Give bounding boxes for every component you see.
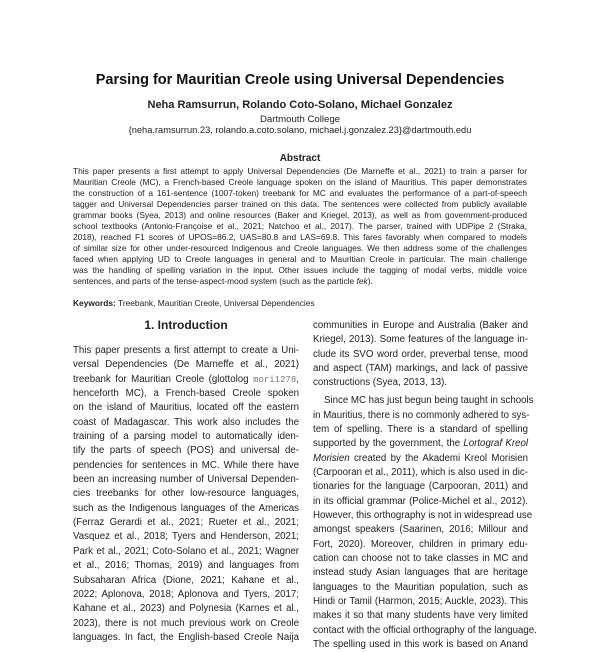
keywords-label: Keywords: [73,298,116,308]
text-line: faced when applying UD to Creole languages in general and to Mauritian Creole in particular. The main challenge [73,254,527,264]
text-line: instead study Asian languages that are heritage [313,567,528,579]
text-line: pendencies for sentences in MC. While there have [73,459,299,471]
text-line: been an increasing number of Universal Dependen- [73,474,299,486]
text-line: (Carpooran et al., 2011), which is also used in dic- [313,466,528,478]
text-line: Kriegel, 2013). Some features of the language in- [313,334,528,346]
text-line: Park et al., 2021; Coto-Solano et al., 2021; Wagner [73,545,299,557]
text-line: cies treebanks for other low-resource languages, [73,488,299,500]
text-line: grammar books (Syea, 2013) and online resources (Baker and Kriegel, 2013), as well as from government-produced [73,210,527,220]
text-line: This paper presents a first attempt to apply Universal Dependencies (De Marneffe et al., 2021) to train a parser for [73,166,527,176]
text-line: of similar size for other under-resourced Indigenous and Creole languages. We then address some of the challenges [73,243,527,253]
text-line: constructions (Syea, 2013, 13). [313,377,448,389]
text-line: communities in Europe and Australia (Baker and [313,320,528,331]
text-line: training of a parsing model to automatically iden- [73,431,299,443]
text-line: tagger and Universal Dependencies parser trained on this data. The sentences were collected from publicly available [73,199,527,209]
text-line: and aspect (TAM) markings, and lack of passive [313,363,528,375]
author-emails: {neha.ramsurrun.23, rolando.a.coto.solano, michael.j.gonzalez.23}@dartmouth.edu [128,125,472,135]
text-line: versal Dependencies (De Marneffe et al., 2021) [73,359,299,371]
text-line: sentences, and parts of the tense-aspect-mood system (such as the particle fek). [73,276,373,286]
text-line: the construction of a 161-sentence (1007-token) treebank for MC and evaluates the performance of a part-of-speech [73,188,527,198]
text-line: Morisien created by the Akademi Kreol Morisien [313,452,528,464]
text-line: was the handling of spelling variation in the input. Other issues include the tagging of modal verbs, middle voice [73,265,527,275]
text-line: et al., 2016; Thomas, 2019) and languages from [73,560,299,572]
affiliation: Dartmouth College [260,114,340,125]
keywords [73,298,527,308]
text-line: Hindi or Tamil (Harmon, 2015; Auckle, 2023). This [313,596,528,608]
text-line: amongst speakers (Saarinen, 2016; Millour and [313,524,528,536]
text-line: treebank for Mauritian Creole (glottolog mori1278, [73,373,299,385]
text-line: The spelling used in this work is based on Anand [313,639,528,651]
text-line: cation can choose not to take classes in MC and [313,553,528,564]
text-line: languages to the Mauritian population, such as [313,581,528,593]
text-line: Mauritian Creole (MC), a French-based Creole language spoken on the island of Mauritius. This paper demonstrates [73,177,527,187]
paper-title: Parsing for Mauritian Creole using Universal Dependencies [95,72,505,88]
text-line: school textbooks (Antonio-Françoise et al., 2021; Natchoo et al., 2017). The parser, trained with UDPipe 2 (Straka, [73,221,527,231]
text-line: in Mauritius, there is no commonly adhered to sys- [313,409,530,421]
text-line: tify the parts of speech (POS) and universal de- [73,445,299,457]
text-line: such as the Indigenous languages of the Americas [73,502,299,514]
abstract-body [73,166,527,287]
text-line: However, this orthography is not in widespread use [313,509,533,521]
text-line: Kahane et al., 2023) and Polynesia (Karnes et al., [73,603,299,615]
text-line: in its official grammar (Police-Michel et al., 2012). [313,495,528,507]
keywords-text: Treebank, Mauritian Creole, Universal Dependencies [118,298,315,308]
text-line: This paper presents a first attempt to create a Uni- [73,345,299,356]
paragraph [313,319,528,391]
left-column [73,344,299,645]
text-line: henceforth MC), a French-based Creole spoken [73,388,299,400]
text-line: Fort, 2020). Moreover, children in primary edu- [313,538,528,550]
text-line: makes it so that many students have very limited [313,610,528,622]
text-line: Since MC has just begun being taught in schools [324,395,534,407]
text-line: tionaries for the language (Carpooran, 2011) and [313,481,528,493]
text-line: 2018), reached F1 scores of UPOS=86.2, UAS=80.8 and LAS=69.8. This fares favorably when compared to models [73,232,527,242]
text-line: 2022; Aplonova, 2018; Aplonova and Tyers, 2017; [73,588,299,600]
paragraph [313,394,537,652]
text-line: tem of spelling. There is a standard of spelling [313,423,528,435]
text-line: 2023), there is not much previous work on Creole [73,617,299,629]
text-line: Vasquez et al., 2018; Tyers and Henderson, 2021; [73,531,299,543]
text-line: coast of Madagascar. This work also includes the [73,416,299,428]
text-line: contact with the official orthography of the language. [313,624,537,636]
text-line: Subsaharan Africa (Dione, 2021; Kahane et al., [73,574,299,586]
section-heading: 1. Introduction [144,318,228,332]
authors: Neha Ramsurrun, Rolando Coto-Solano, Michael Gonzalez [147,99,453,111]
text-line: (Ferraz Gerardi et al., 2021; Rueter et al., 2021; [73,517,299,529]
text-line: clude its SVO word order, preverbal tense, mood [313,348,528,360]
abstract-heading: Abstract [279,153,321,164]
right-column [313,319,537,652]
text-line: on the island of Mauritius, located off the eastern [73,402,299,414]
text-line: languages. In fact, the English-based Creole Naija [73,631,299,643]
text-line: supported by the government, the Lortograf Kreol [313,438,528,450]
